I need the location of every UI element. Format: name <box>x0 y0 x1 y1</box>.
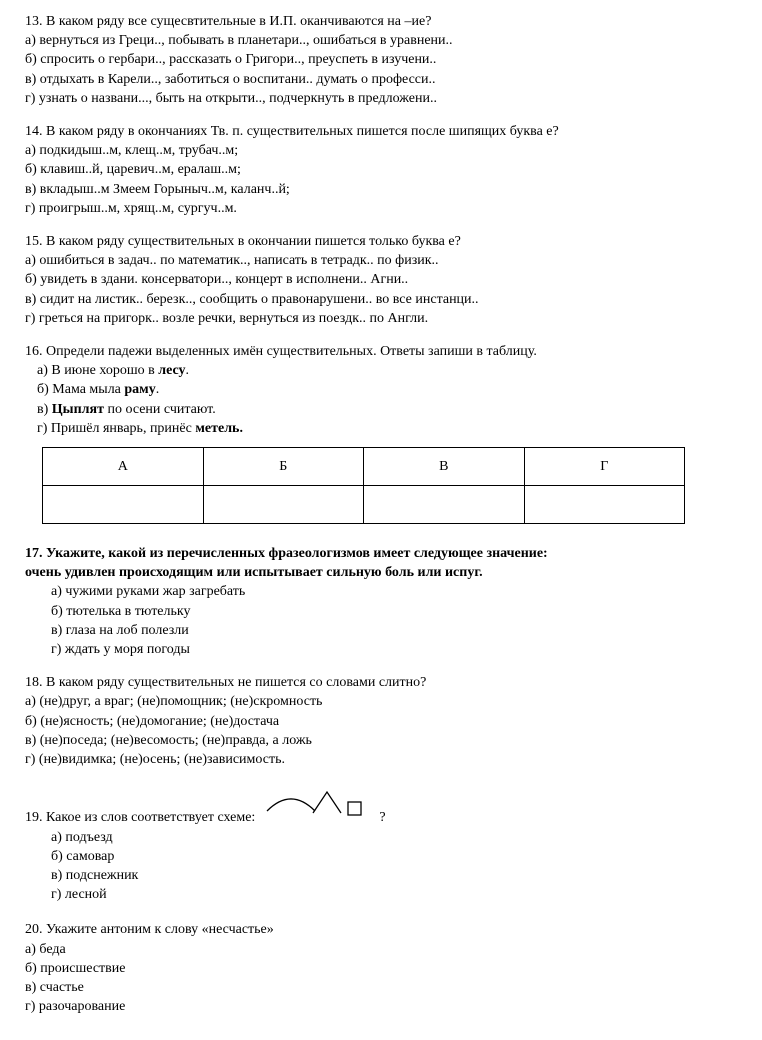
question-18-option-a: а) (не)друг, а враг; (не)помощник; (не)скромность <box>25 694 323 710</box>
question-19-title <box>25 783 722 827</box>
question-14-title: 14. В каком ряду в окончаниях Тв. п. существительных пишется после шипящих буква е? <box>25 124 559 140</box>
answer-table-header-g: Г <box>524 448 685 486</box>
question-16-option-a: а) В июне хорошо в лесу. <box>37 363 190 379</box>
question-15 <box>25 232 722 328</box>
question-19-option-a: а) подъезд <box>51 829 113 845</box>
question-16-option-v: в) Цыплят по осени считают. <box>37 401 216 417</box>
question-13-option-a: а) вернуться из Греци.., побывать в планетари.., ошибаться в уравнени.. <box>25 33 453 49</box>
question-17 <box>25 544 722 659</box>
question-14-option-g: г) проигрыш..м, хрящ..м, сургуч..м. <box>25 200 237 216</box>
question-17-option-v: в) глаза на лоб полезли <box>51 622 189 638</box>
question-14-option-v: в) вкладыш..м Змеем Горыныч..м, каланч..й; <box>25 181 290 197</box>
question-17-title-line2: очень удивлен происходящим или испытывает сильную боль или испуг. <box>25 565 483 581</box>
answer-table-empty-row <box>43 486 685 524</box>
bold-word: лесу <box>158 363 186 379</box>
question-13-option-v: в) отдыхать в Карели.., заботиться о воспитани.. думать о професси.. <box>25 71 436 87</box>
question-19-option-v: в) подснежник <box>51 867 139 883</box>
question-20-option-g: г) разочарование <box>25 999 126 1015</box>
question-13-option-g: г) узнать о названи..., быть на открыти.., подчеркнуть в предложени.. <box>25 90 437 106</box>
question-20-option-v: в) счастье <box>25 979 84 995</box>
answer-table <box>42 447 685 524</box>
question-19-option-g: г) лесной <box>51 887 107 903</box>
question-20-option-b: б) происшествие <box>25 960 126 976</box>
question-16 <box>25 342 722 524</box>
question-18-option-g: г) (не)видимка; (не)осень; (не)зависимость. <box>25 752 285 768</box>
question-14 <box>25 122 722 218</box>
answer-table-cell-a <box>43 486 204 524</box>
question-19-question-mark: ? <box>379 810 386 826</box>
answer-table-header-v: В <box>364 448 525 486</box>
answer-table-header-row <box>43 448 685 486</box>
answer-table-header-b: Б <box>203 448 364 486</box>
answer-table-cell-g <box>524 486 685 524</box>
answer-table-cell-v <box>364 486 525 524</box>
bold-word: раму <box>124 382 156 398</box>
question-14-option-a: а) подкидыш..м, клещ..м, трубач..м; <box>25 143 239 159</box>
question-16-option-b: б) Мама мыла раму. <box>37 382 160 398</box>
question-18 <box>25 673 722 769</box>
question-20 <box>25 920 722 1016</box>
question-15-option-a: а) ошибиться в задач.. по математик.., написать в тетрадк.. по физик.. <box>25 253 439 269</box>
question-19-text: 19. Какое из слов соответствует схеме: <box>25 810 256 826</box>
question-13-title: 13. В каком ряду все сущесвтительные в И.П. оканчиваются на –ие? <box>25 14 432 29</box>
question-18-option-v: в) (не)поседа; (не)весомость; (не)правда, а ложь <box>25 732 312 748</box>
question-18-option-b: б) (не)ясность; (не)домогание; (не)достача <box>25 713 280 729</box>
question-17-option-b: б) тютелька в тютельку <box>51 603 191 619</box>
bold-word: Цыплят <box>51 401 104 417</box>
answer-table-cell-b <box>203 486 364 524</box>
question-13-option-b: б) спросить о гербари.., рассказать о Григори.., преуспеть в изучени.. <box>25 52 437 68</box>
question-13 <box>25 12 722 108</box>
morpheme-scheme-icon <box>263 783 367 819</box>
question-20-option-a: а) беда <box>25 941 66 957</box>
question-16-option-g: г) Пришёл январь, принёс метель. <box>37 420 243 436</box>
question-19-option-b: б) самовар <box>51 848 115 864</box>
question-18-title: 18. В каком ряду существительных не пишется со словами слитно? <box>25 675 427 691</box>
question-15-option-v: в) сидит на листик.. березк.., сообщить о правонарушени.. во все инстанци.. <box>25 291 479 307</box>
answer-table-header-a: А <box>43 448 204 486</box>
question-15-option-g: г) греться на пригорк.. возле речки, вернуться из поездк.. по Англи. <box>25 310 429 326</box>
question-17-option-g: г) ждать у моря погоды <box>51 642 190 658</box>
question-20-title: 20. Укажите антоним к слову «несчастье» <box>25 922 274 938</box>
question-17-title-line1: 17. Укажите, какой из перечисленных фразеологизмов имеет следующее значение: <box>25 546 548 562</box>
question-19 <box>25 783 722 904</box>
bold-word: метель. <box>195 420 243 436</box>
question-14-option-b: б) клавиш..й, царевич..м, ералаш..м; <box>25 162 241 178</box>
question-15-option-b: б) увидеть в здани. консерватори.., концерт в исполнени.. Агни.. <box>25 272 409 288</box>
question-16-title: 16. Определи падежи выделенных имён существительных. Ответы запиши в таблицу. <box>25 344 537 360</box>
question-15-title: 15. В каком ряду существительных в окончании пишется только буква е? <box>25 234 461 250</box>
question-17-option-a: а) чужими руками жар загребать <box>51 584 246 600</box>
